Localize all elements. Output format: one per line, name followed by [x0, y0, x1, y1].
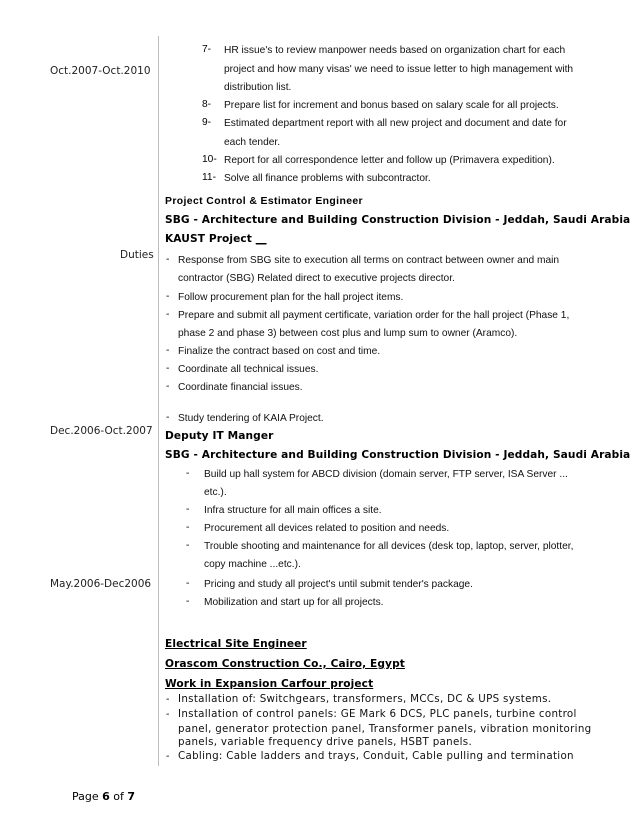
total-pages-number: 7	[127, 790, 136, 803]
date-column	[0, 0, 158, 770]
section-title: Electrical Site Engineer	[165, 638, 307, 650]
list-item: project and how many visas' we need to issue letter to high management with	[224, 64, 574, 75]
list-item: Build up hall system for ABCD division (domain server, FTP server, ISA Server ...	[204, 469, 568, 480]
bullet-dash: -	[186, 504, 190, 515]
list-item: Cabling: Cable ladders and trays, Conduit, Cable pulling and termination	[178, 750, 574, 762]
list-item: Response from SBG site to execution all terms on contract between owner and main	[178, 255, 560, 266]
list-item: Procurement all devices related to position and needs.	[204, 523, 450, 534]
list-item: Finalize the contract based on cost and time.	[178, 346, 381, 357]
company-name: SBG - Architecture and Building Construction Division - Jeddah, Saudi Arabia	[165, 449, 631, 461]
list-item: Report for all correspondence letter and follow up (Primavera expedition).	[224, 155, 555, 166]
bullet-dash: -	[166, 709, 170, 720]
current-page-number: 6	[102, 790, 110, 803]
bullet-dash: -	[166, 291, 170, 302]
list-number: 7-	[202, 44, 212, 55]
list-item: Mobilization and start up for all projects.	[204, 597, 384, 608]
list-item: Estimated department report with all new project and document and date for	[224, 118, 567, 129]
date-oct2007-oct2010: Oct.2007-Oct.2010	[50, 65, 151, 77]
list-item: Coordinate all technical issues.	[178, 364, 319, 375]
bullet-dash: -	[186, 522, 190, 533]
list-item: copy machine ...etc.).	[204, 559, 301, 570]
bullet-dash: -	[166, 694, 170, 705]
company-name: SBG - Architecture and Building Construction Division - Jeddah, Saudi Arabia	[165, 214, 631, 226]
list-item: Follow procurement plan for the hall project items.	[178, 292, 404, 303]
list-item: Infra structure for all main offices a site.	[204, 505, 382, 516]
list-item: distribution list.	[224, 82, 292, 93]
duties-label: Duties	[120, 249, 154, 261]
bullet-dash: -	[186, 578, 190, 589]
company-name: Orascom Construction Co., Cairo, Egypt	[165, 658, 405, 670]
bullet-dash: -	[186, 596, 190, 607]
bullet-dash: -	[166, 412, 170, 423]
date-may2006-dec2006: May.2006-Dec2006	[50, 578, 152, 590]
bullet-dash: -	[166, 381, 170, 392]
list-item: Installation of control panels: GE Mark 6 DCS, PLC panels, turbine control	[178, 708, 577, 720]
section-title: Deputy IT Manger	[165, 430, 274, 442]
list-item: Pricing and study all project's until submit tender's package.	[204, 579, 473, 590]
page-footer: Page 6 of 7	[72, 790, 136, 803]
bullet-dash: -	[166, 309, 170, 320]
list-item: Solve all finance problems with subcontractor.	[224, 173, 431, 184]
project-name: Work in Expansion Carfour project	[165, 678, 374, 690]
list-item: etc.).	[204, 487, 227, 498]
date-dec2006-oct2007: Dec.2006-Oct.2007	[50, 425, 153, 437]
bullet-dash: -	[166, 751, 170, 762]
list-item: Prepare and submit all payment certificate, variation order for the hall project (Phase 1,	[178, 310, 570, 321]
list-item: panel, generator protection panel, Transformer panels, vibration monitoring	[178, 723, 592, 735]
list-item: Study tendering of KAIA Project.	[178, 413, 324, 424]
list-item: phase 2 and phase 3) between cost plus and lump sum to owner (Aramco).	[178, 328, 518, 339]
list-item: Prepare list for increment and bonus based on salary scale for all projects.	[224, 100, 559, 111]
column-divider	[158, 36, 159, 766]
list-number: 10-	[202, 154, 217, 165]
list-number: 9-	[202, 117, 212, 128]
list-number: 8-	[202, 99, 212, 110]
list-item: Coordinate financial issues.	[178, 382, 303, 393]
list-number: 11-	[202, 172, 216, 183]
list-item: panels, variable frequency drive panels, HSBT panels.	[178, 736, 473, 748]
list-item: contractor (SBG) Related direct to executive projects director.	[178, 273, 455, 284]
list-item: HR issue's to review manpower needs based on organization chart for each	[224, 45, 566, 56]
list-item: each tender.	[224, 137, 281, 148]
bullet-dash: -	[166, 363, 170, 374]
project-name: KAUST Project __	[165, 233, 267, 245]
list-item: Installation of: Switchgears, transformers, MCCs, DC & UPS systems.	[178, 693, 552, 705]
bullet-dash: -	[166, 254, 170, 265]
bullet-dash: -	[186, 540, 190, 551]
bullet-dash: -	[166, 345, 170, 356]
bullet-dash: -	[186, 468, 190, 479]
section-title: Project Control & Estimator Engineer	[165, 196, 363, 207]
list-item: Trouble shooting and maintenance for all devices (desk top, laptop, server, plotter,	[204, 541, 574, 552]
